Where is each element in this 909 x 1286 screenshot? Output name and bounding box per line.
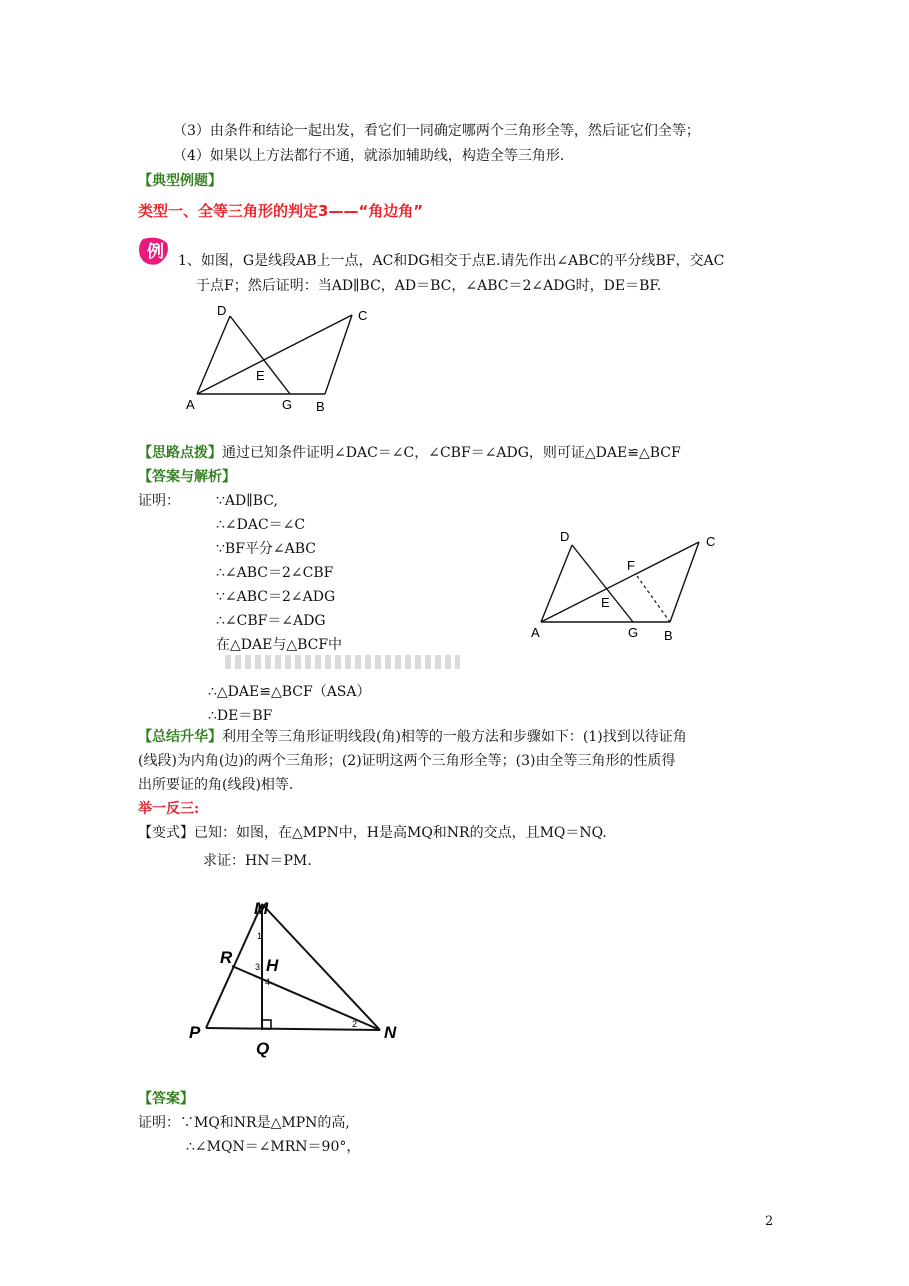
example-1-line-2: 于点F；然后证明：当AD∥BC，AD＝BC，∠ABC＝2∠ADG时，DE＝BF. (196, 278, 662, 294)
proof-step-1: ∵AD∥BC, (216, 493, 278, 509)
answer-analysis-heading: 【答案与解析】 (138, 469, 236, 485)
fig3-label-m: M (254, 899, 269, 918)
fig2-label-d: D (560, 529, 570, 544)
figure-3-diagram (180, 890, 410, 1070)
example-1-line-1: 1、如图，G是线段AB上一点，AC和DG相交于点E.请先作出∠ABC的平分线BF，交AC (178, 253, 725, 269)
answer-2-line-2: ∴∠MQN＝∠MRN＝90°， (186, 1139, 361, 1155)
fig3-angle-2: 2 (352, 1019, 358, 1029)
fig2-label-c: C (706, 534, 716, 549)
proof-step-8: ∴△DAE≌△BCF（ASA） (208, 684, 371, 700)
summary-text-1: 利用全等三角形证明线段(角)相等的一般方法和步骤如下：(1)找到以待证角 (222, 729, 687, 745)
proof-step-4: ∴∠ABC＝2∠CBF (216, 565, 334, 581)
summary-line-2: (线段)为内角(边)的两个三角形；(2)证明这两个三角形全等；(3)由全等三角形的性质得 (138, 753, 676, 769)
fig1-label-d: D (217, 303, 227, 318)
figure-1-diagram (180, 296, 380, 416)
fig1-label-b: B (316, 399, 325, 414)
variant-line (138, 823, 607, 843)
faded-equation-system (225, 655, 460, 669)
fig3-label-r: R (220, 948, 233, 967)
step-4: （4）如果以上方法都行不通，就添加辅助线，构造全等三角形. (173, 148, 565, 164)
fig3-label-n: N (384, 1023, 397, 1042)
fig2-label-b: B (664, 628, 673, 643)
juyi-fansan-heading: 举一反三: (138, 801, 200, 817)
proof-step-3: ∵BF平分∠ABC (216, 541, 317, 557)
fig1-label-e: E (256, 368, 265, 383)
proof-step-5: ∵∠ABC＝2∠ADG (216, 589, 336, 605)
fig3-angle-4: 4 (265, 977, 271, 987)
fig2-label-f: F (627, 558, 635, 573)
answer-2-line-1: 证明：∵MQ和NR是△MPN的高, (138, 1115, 350, 1131)
typical-examples-heading: 【典型例题】 (138, 173, 222, 189)
proof-start: 证明： (138, 493, 180, 509)
hint-label: 【思路点拨】 (138, 445, 222, 461)
proof-step-7: 在△DAE与△BCF中 (216, 637, 343, 653)
example-badge (138, 236, 170, 266)
fig3-angle-3: 3 (255, 962, 261, 972)
proof-step-2: ∴∠DAC＝∠C (216, 517, 306, 533)
step-3: （3）由条件和结论一起出发，看它们一同确定哪两个三角形全等，然后证它们全等； (173, 123, 700, 139)
variant-goal: 求证：HN＝PM. (203, 853, 312, 869)
hint-line (138, 443, 681, 463)
page-number: 2 (765, 1214, 774, 1229)
variant-label: 【变式】 (138, 825, 194, 841)
summary-line-3: 出所要证的角(线段)相等. (138, 777, 294, 793)
fig1-label-g: G (282, 397, 293, 412)
fig3-label-q: Q (256, 1039, 270, 1058)
type1-heading: 类型一、全等三角形的判定3——“角边角” (138, 202, 424, 220)
fig2-label-e: E (601, 595, 610, 610)
variant-text: 已知：如图，在△MPN中，H是高MQ和NR的交点，且MQ＝NQ. (194, 825, 607, 841)
fig3-angle-1: 1 (257, 931, 263, 941)
fig2-label-a: A (531, 625, 540, 640)
figure-2-diagram (525, 524, 725, 644)
proof-step-6: ∴∠CBF＝∠ADG (216, 613, 326, 629)
summary-line-1 (138, 727, 687, 747)
hint-text: 通过已知条件证明∠DAC＝∠C，∠CBF＝∠ADG，则可证△DAE≌△BCF (222, 445, 681, 461)
summary-label: 【总结升华】 (138, 729, 222, 745)
fig2-label-g: G (628, 625, 639, 640)
fig3-label-p: P (189, 1023, 201, 1042)
fig1-label-a: A (186, 397, 195, 412)
fig3-label-h: H (266, 956, 279, 975)
proof-step-9: ∴DE＝BF (208, 708, 273, 724)
answer-heading: 【答案】 (138, 1091, 194, 1107)
fig1-label-c: C (358, 308, 368, 323)
example-badge-text: 例 (147, 242, 164, 262)
